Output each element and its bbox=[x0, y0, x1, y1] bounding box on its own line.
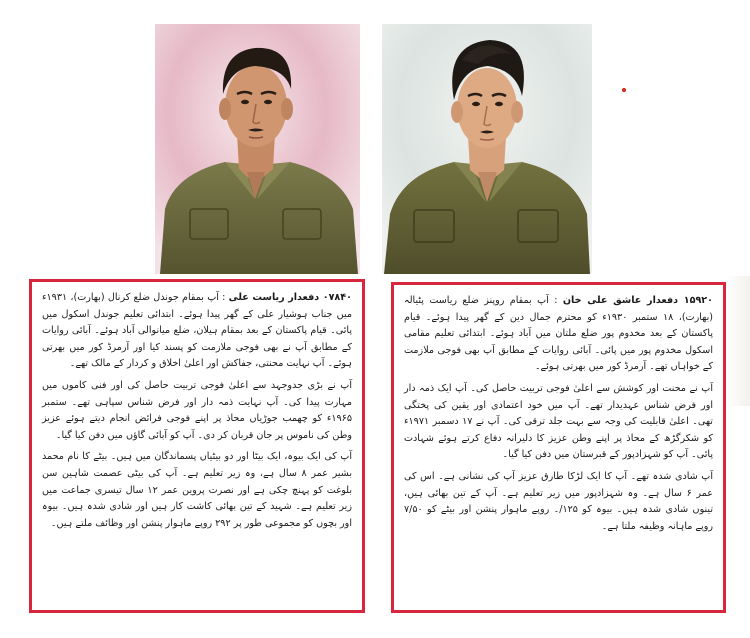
biography-box-left bbox=[29, 279, 365, 613]
biography-left-text-1: : آپ بمقام جوندل ضلع کرنال (بھارت)، ۱۹۳۱ء میں جناب ہوشیار علی کے گھر پیدا ہوئے۔ ابتدائی تعلیم جوندل اسکول میں پائی۔ قیام پاکستان کے بعد بمقام ہیلان، ضلع میانوالی آباد ہوئے۔ آبائی روایات کے مطابق آپ نے بھی فوجی ملازمت کو پسند کیا اور آرمرڈ کور میں بھرتی ہوئے۔ آپ نہایت محنتی، جفاکش اور اعلیٰ اخلاق و کردار کے مالک تھے۔ bbox=[42, 292, 352, 370]
biography-left-paragraph-2: آپ نے بڑی جدوجہد سے اعلیٰ فوجی تربیت حاصل کی اور فنی کاموں میں مہارت پیدا کی۔ آپ نہایت ذمہ دار اور فرض شناس سپاہی تھے۔ ستمبر ۱۹۶۵ء کو چھمب جوڑیاں محاذ پر اپنے فوجی فرائض انجام دیتے ہوئے عزیز وطن کی ناموس پر جان قربان کر دی۔ آپ کو آبائی گاؤں میں دفن کیا گیا۔ bbox=[42, 379, 352, 441]
biography-right-lead: ۱۵۹۲۰ دفعدار عاشق علی خان bbox=[562, 295, 714, 306]
biography-right-paragraph-2: آپ نے محنت اور کوشش سے اعلیٰ فوجی تربیت حاصل کی۔ آپ ایک ذمہ دار اور فرض شناس عہدیدار تھے۔ آپ میں خود اعتمادی اور یقین کی پختگی تھی۔ اعلیٰ قابلیت کی وجہ سے بہت جلد ترقی کی۔ آپ نے ۱۷ دسمبر ۱۹۷۱ء کو شکرگڑھ کے محاذ پر اپنے وطن عزیز کا دلیرانہ دفاع کرتے ہوئے شہادت پائی۔ آپ کو شہزادپور کے قبرستان میں دفن کیا گیا۔ bbox=[404, 382, 713, 461]
biography-left-paragraph-3: آپ کی ایک بیوہ، ایک بیٹا اور دو بیٹیاں پسماندگان میں ہیں۔ بیٹے کا نام محمد بشیر عمر ۸ سال ہے، وہ زیر تعلیم ہے۔ آپ کی بیٹی عصمت شاہین سن بلوغت کو پہنچ چکی ہے اور نصرت پروین عمر ۱۲ سال تیسری جماعت میں زیر تعلیم ہے۔ شہید کے تین بھائی کاشت کار ہیں اور شادی شدہ ہیں۔ بیوہ اور بچوں کو مجموعی طور پر ۲۹۲ روپے ماہوار پنشن اور وظائف ملتے ہیں۔ bbox=[42, 451, 352, 529]
portrait-right bbox=[382, 24, 592, 274]
portrait-left bbox=[155, 24, 360, 274]
page-edge-shade bbox=[726, 276, 750, 406]
biography-right-paragraph-3: آپ شادی شدہ تھے۔ آپ کا ایک لڑکا طارق عزیز آپ کی نشانی ہے۔ اس کی عمر ۶ سال ہے۔ وہ شہزادپور میں زیر تعلیم ہے۔ آپ کے تین بھائی ہیں، تینوں شادی شدہ ہیں۔ بیوہ کو ۱۲۵/۔ روپے ماہوار پنشن اور بیٹے کو ۷/۵۰ روپے ماہانہ وظیفہ ملتا ہے۔ bbox=[404, 470, 713, 532]
biography-right-paragraph-1 bbox=[404, 293, 713, 376]
red-mark bbox=[622, 88, 626, 92]
biography-left-lead: ۰۷۸۴۰ دفعدار ریاست علی bbox=[228, 292, 352, 303]
biography-left-paragraph-1 bbox=[42, 290, 352, 373]
biography-right-text-1: : آپ بمقام روپنز ضلع ریاست پٹیالہ (بھارت)، ۱۸ ستمبر ۱۹۳۰ء کو محترم جمال دین کے گھر پیدا ہوئے۔ قیام پاکستان کے بعد مخدوم پور ضلع ملتان میں آباد ہوئے۔ ابتدائی تعلیم مقامی اسکول مخدوم پور میں پائی۔ آبائی روایات کے مطابق آپ بھی فوجی ملازمت کے خواہاں تھے۔ آرمرڈ کور میں بھرتی ہوئے۔ bbox=[404, 295, 713, 373]
biography-box-right bbox=[391, 282, 726, 613]
